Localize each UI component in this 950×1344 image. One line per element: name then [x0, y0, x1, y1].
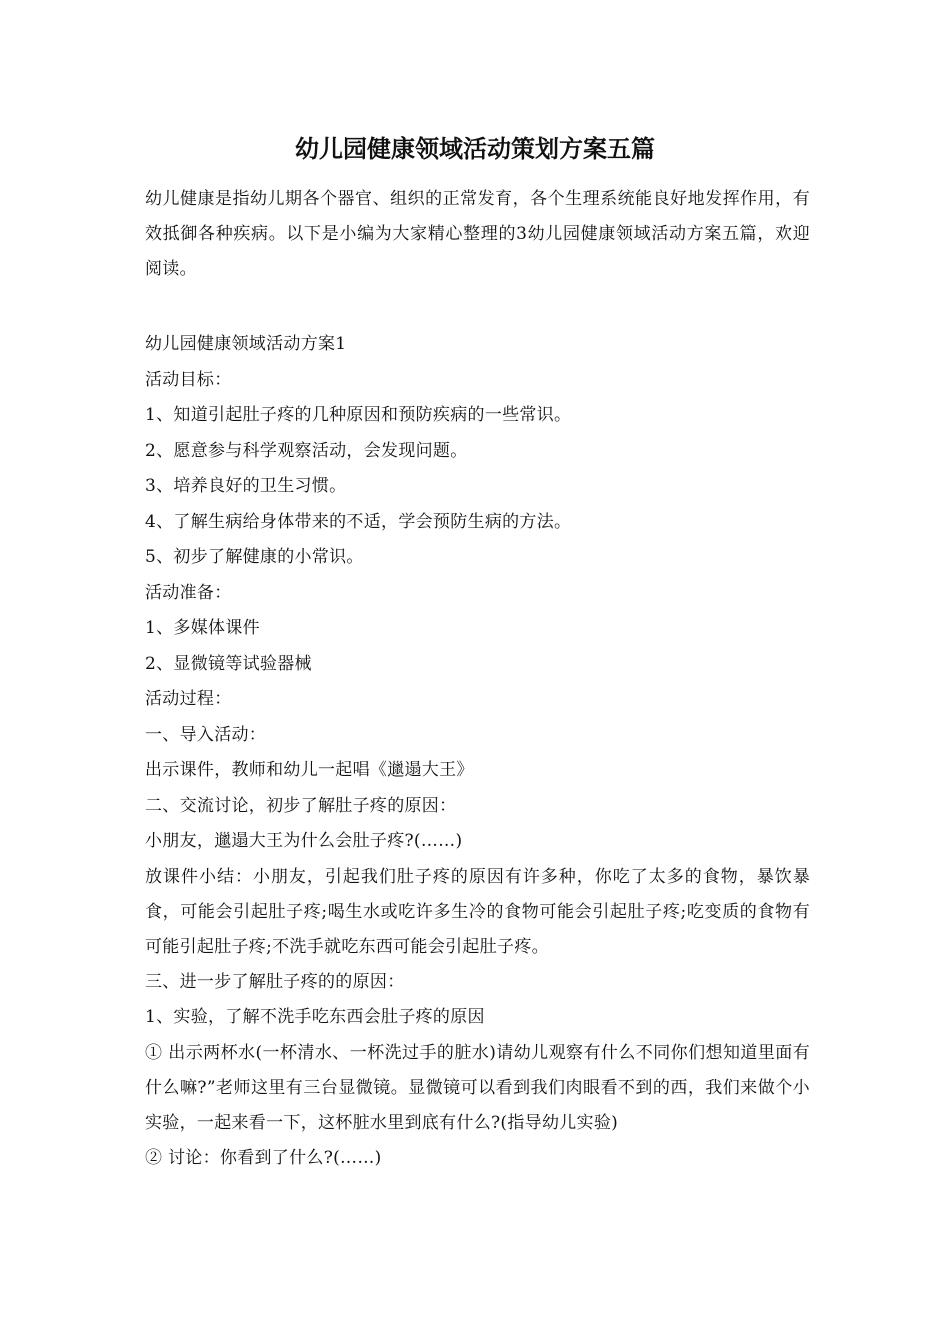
- section-heading: 幼儿园健康领域活动方案1: [145, 334, 347, 354]
- paragraph: 活动过程：: [145, 689, 232, 709]
- paragraph: 一、导入活动：: [145, 724, 267, 745]
- paragraph: 1、实验，了解不洗手吃东西会肚子疼的原因: [145, 1007, 485, 1027]
- paragraph: 小朋友，邋遢大王为什么会肚子疼?(……): [145, 831, 463, 851]
- list-item: 5、初步了解健康的小常识。: [145, 547, 364, 567]
- list-item: 1、多媒体课件: [145, 618, 260, 638]
- intro-paragraph: 幼儿健康是指幼儿期各个器官、组织的正常发育，各个生理系统能良好地发挥作用，有效抵御各种疾病。以下是小编为大家精心整理的3幼儿园健康领域活动方案五篇，欢迎阅读。: [145, 189, 810, 279]
- paragraph: 活动准备：: [145, 582, 232, 603]
- paragraph: 放课件小结：小朋友，引起我们肚子疼的原因有许多种，你吃了太多的食物，暴饮暴食，可能会引起肚子疼;喝生水或吃许多生冷的食物可能会引起肚子疼;吃变质的食物有可能引起肚子疼;不洗手就吃东西可能会引起肚子疼。: [145, 866, 810, 957]
- list-item: 2、显微镜等试验器械: [145, 653, 312, 674]
- list-item: 1、知道引起肚子疼的几种原因和预防疾病的一些常识。: [145, 405, 572, 425]
- intro-section: [145, 182, 810, 287]
- paragraph: ② 讨论：你看到了什么?(……): [145, 1147, 382, 1168]
- paragraph: 三、进一步了解肚子疼的的原因：: [145, 971, 405, 992]
- paragraph: 二、交流讨论，初步了解肚子疼的原因：: [145, 795, 457, 816]
- paragraph: 活动目标：: [145, 369, 232, 390]
- body-section: [145, 327, 810, 1176]
- list-item: 4、了解生病给身体带来的不适，学会预防生病的方法。: [145, 511, 572, 532]
- list-item: 3、培养良好的卫生习惯。: [145, 476, 347, 496]
- paragraph: 出示课件，教师和幼儿一起唱《邋遢大王》: [145, 760, 474, 780]
- document-title: 幼儿园健康领域活动策划方案五篇: [295, 134, 655, 163]
- list-item: 2、愿意参与科学观察活动，会发现问题。: [145, 440, 468, 461]
- paragraph: ① 出示两杯水(一杯清水、一杯洗过手的脏水)请幼儿观察有什么不同你们想知道里面有什么嘛?”老师这里有三台显微镜。显微镜可以看到我们肉眼看不到的西，我们来做个小实验，一起来看一下，这杯脏水里到底有什么?(指导幼儿实验): [145, 1042, 810, 1133]
